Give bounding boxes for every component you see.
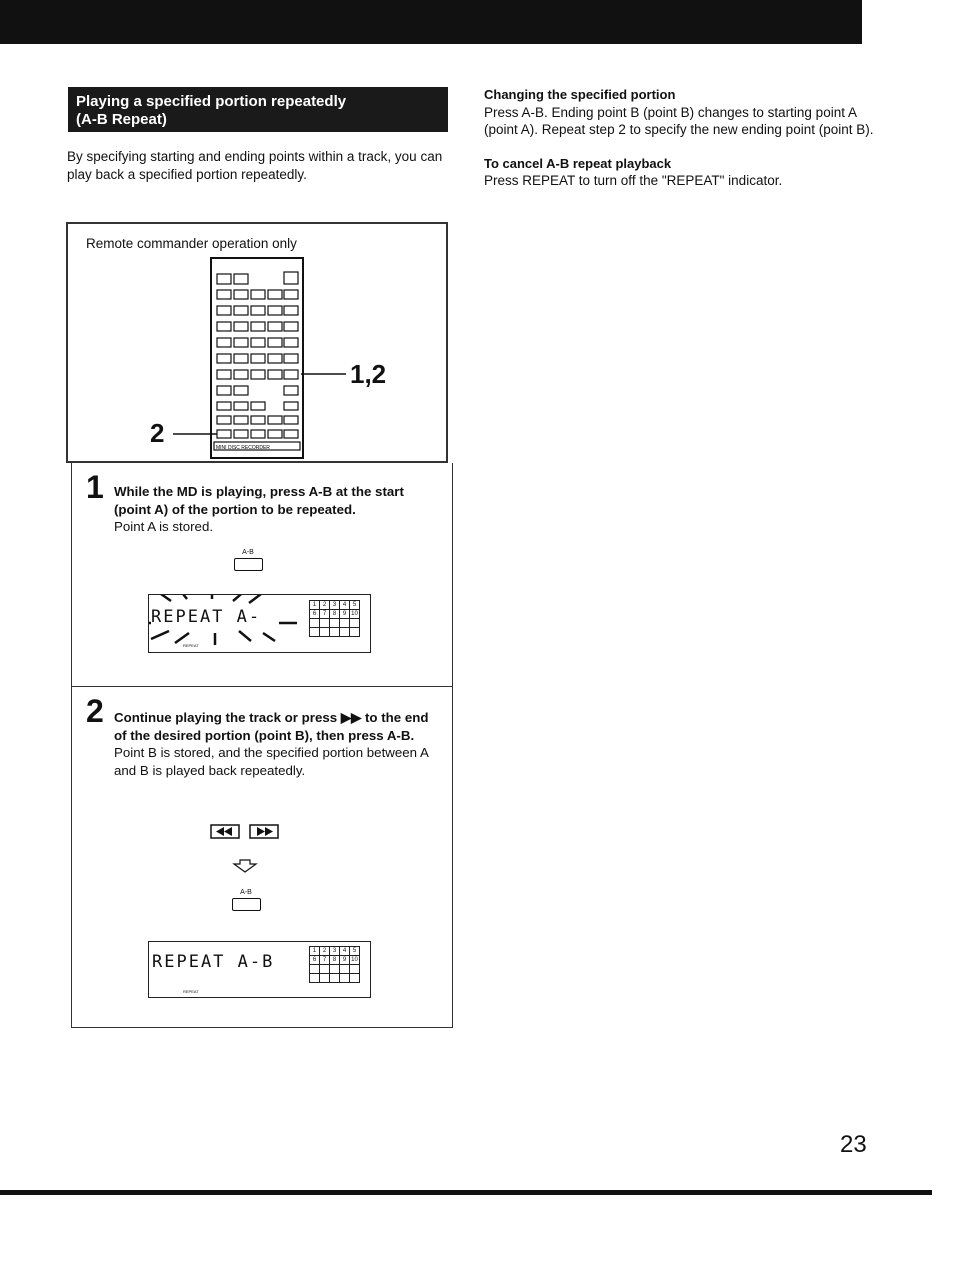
step-2-instruction: Continue playing the track or press ▶▶ to the end of the desired portion (point B), then press A-B. <box>114 710 429 743</box>
lcd-1-repeat-indicator: REPEAT <box>183 643 199 648</box>
step-2-number: 2 <box>86 693 104 729</box>
section-title-line2: (A-B Repeat) <box>76 111 167 128</box>
callout-1-2: 1,2 <box>350 359 387 389</box>
step-1-box <box>71 463 453 687</box>
step-1-text <box>114 483 434 536</box>
remote-brand-label: MINI DISC RECORDER <box>216 445 270 451</box>
callout-2: 2 <box>150 418 165 448</box>
down-arrow-icon <box>232 859 258 873</box>
cancel-heading: To cancel A-B repeat playback <box>484 155 672 171</box>
step-2-note: Point B is stored, and the specified portion between A and B is played back repeatedly. <box>114 745 429 778</box>
track-grid-2: 1 2 3 4 5 6 7 8 9 10 <box>309 946 360 983</box>
lcd-2-repeat-indicator: REPEAT <box>183 989 199 994</box>
ab-button-label-2: A-B <box>240 889 252 896</box>
header-bar <box>0 0 862 44</box>
footer-rule <box>0 1190 932 1195</box>
step-2-box <box>71 686 453 1028</box>
step-1-instruction: While the MD is playing, press A-B at the start (point A) of the portion to be repeated. <box>114 484 404 517</box>
page-number: 23 <box>840 1131 867 1158</box>
track-grid-1: 1 2 3 4 5 6 7 8 9 10 <box>309 600 360 637</box>
section-title <box>68 87 448 132</box>
section-title-line1: Playing a specified portion repeatedly <box>76 93 347 110</box>
rewind-fastforward-icon <box>210 823 284 841</box>
right-column <box>484 86 874 206</box>
ab-button-icon-2 <box>231 889 261 911</box>
ab-button-label: A-B <box>242 549 254 556</box>
remote-caption: Remote commander operation only <box>86 236 297 251</box>
step-2-text <box>114 709 434 779</box>
lcd-2-text: REPEAT A-B <box>152 952 275 972</box>
step-1-note: Point A is stored. <box>114 519 214 534</box>
changing-text: Press A-B. Ending point B (point B) changes to starting point A (point A). Repeat step 2 to specify the new ending point (point B). <box>484 104 874 137</box>
intro-paragraph: By specifying starting and ending points within a track, you can play back a specified portion repeatedly. <box>67 149 443 182</box>
cancel-text: Press REPEAT to turn off the "REPEAT" indicator. <box>484 173 783 188</box>
ab-button-icon <box>233 549 263 571</box>
remote-control-icon <box>68 224 446 461</box>
step-1-number: 1 <box>86 469 104 505</box>
lcd-display-2 <box>148 941 371 998</box>
remote-illustration-box <box>66 222 448 463</box>
lcd-1-text: REPEAT A- <box>151 607 262 627</box>
lcd-display-1 <box>148 594 371 653</box>
changing-heading: Changing the specified portion <box>484 87 676 102</box>
